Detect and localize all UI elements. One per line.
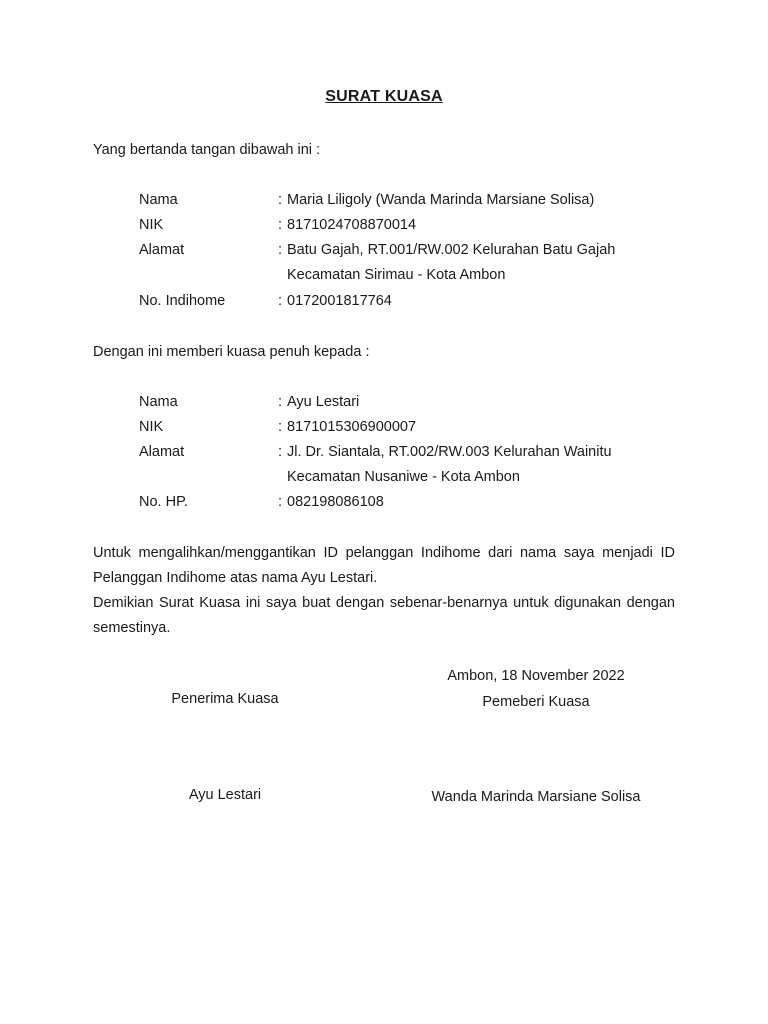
field-colon: : bbox=[278, 419, 283, 435]
grantor-indihome-number: 0172001817764 bbox=[287, 293, 392, 309]
grantee-phone-row bbox=[139, 490, 699, 515]
left-signatory-role: Penerima Kuasa bbox=[171, 691, 279, 707]
grantee-nik-row bbox=[139, 415, 699, 440]
grantee-nik: 8171015306900007 bbox=[287, 419, 417, 435]
field-label: Alamat bbox=[139, 242, 185, 258]
grantor-name: Maria Liligoly (Wanda Marinda Marsiane Solisa) bbox=[287, 192, 595, 208]
grantee-name-row bbox=[139, 390, 699, 415]
body-paragraph-2: Demikian Surat Kuasa ini saya buat dengan sebenar-benarnya untuk digunakan dengan semestinya. bbox=[93, 595, 675, 636]
grantee-address-row bbox=[139, 440, 699, 490]
grantor-indihome-row bbox=[139, 289, 699, 314]
field-label: No. Indihome bbox=[139, 293, 226, 309]
grantor-address-line-1: Batu Gajah, RT.001/RW.002 Kelurahan Batu Gajah bbox=[287, 242, 616, 258]
document-title: SURAT KUASA bbox=[325, 88, 443, 105]
field-label: Nama bbox=[139, 192, 178, 208]
intro-text: Yang bertanda tangan dibawah ini : bbox=[93, 142, 321, 158]
field-label: Alamat bbox=[139, 444, 185, 460]
grantee-address-line-2: Kecamatan Nusaniwe - Kota Ambon bbox=[287, 469, 520, 485]
field-colon: : bbox=[278, 217, 283, 233]
right-signatory-name: Wanda Marinda Marsiane Solisa bbox=[431, 789, 641, 805]
grantor-name-row bbox=[139, 188, 699, 213]
field-colon: : bbox=[278, 394, 283, 410]
grantee-name: Ayu Lestari bbox=[287, 394, 360, 410]
right-signatory-role: Pemeberi Kuasa bbox=[482, 694, 590, 710]
body-paragraph-1: Untuk mengalihkan/menggantikan ID pelanggan Indihome dari nama saya menjadi ID Pelanggan Indihome atas nama Ayu Lestari. bbox=[93, 545, 675, 586]
field-colon: : bbox=[278, 293, 283, 309]
field-label: NIK bbox=[139, 419, 164, 435]
field-colon: : bbox=[278, 444, 283, 460]
grantor-nik: 8171024708870014 bbox=[287, 217, 417, 233]
left-signatory-name: Ayu Lestari bbox=[188, 787, 262, 803]
field-label: Nama bbox=[139, 394, 178, 410]
grantor-address-line-2: Kecamatan Sirimau - Kota Ambon bbox=[287, 267, 506, 283]
grantor-address-row bbox=[139, 238, 699, 288]
field-colon: : bbox=[278, 494, 283, 510]
field-label: NIK bbox=[139, 217, 164, 233]
grantee-address-line-1: Jl. Dr. Siantala, RT.002/RW.003 Kelurahan Wainitu bbox=[287, 444, 612, 460]
grantee-phone-number: 082198086108 bbox=[287, 494, 384, 510]
grantor-nik-row bbox=[139, 213, 699, 238]
grant-intro-text: Dengan ini memberi kuasa penuh kepada : bbox=[93, 344, 370, 360]
place-date: Ambon, 18 November 2022 bbox=[447, 668, 625, 684]
field-colon: : bbox=[278, 192, 283, 208]
field-label: No. HP. bbox=[139, 494, 188, 510]
field-colon: : bbox=[278, 242, 283, 258]
